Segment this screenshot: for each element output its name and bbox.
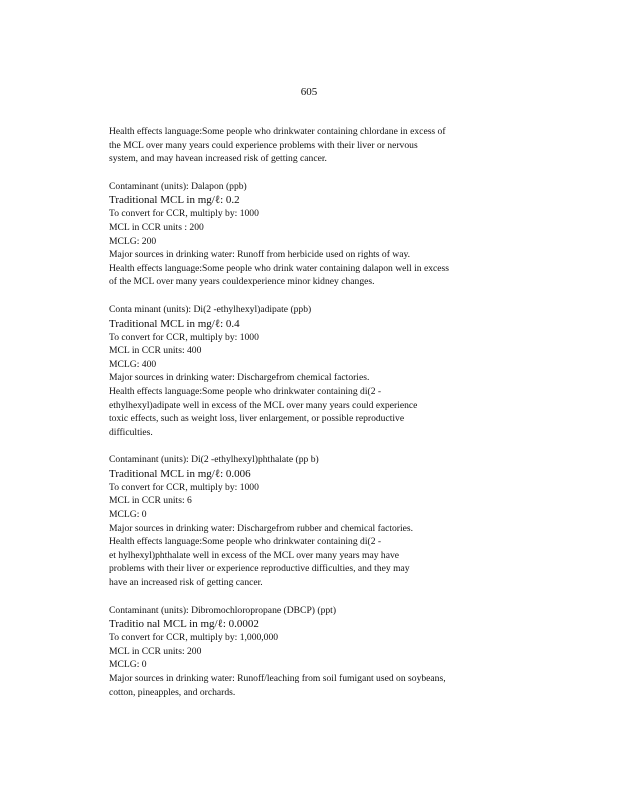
mcl-ccr-units: MCL in CCR units: 400 bbox=[109, 345, 202, 357]
convert-factor: To convert for CCR, multiply by: 1000 bbox=[109, 481, 259, 493]
major-sources bbox=[109, 248, 531, 262]
health-line-4: difficulties. bbox=[109, 426, 153, 438]
health-line-4: have an increased risk of getting cancer. bbox=[109, 577, 263, 589]
mclg: MCLG: 0 bbox=[109, 659, 147, 671]
page-body bbox=[109, 125, 531, 699]
health-line-3: toxic effects, such as weight loss, liver enlargement, or possible reproductive bbox=[109, 413, 405, 425]
traditional-mcl: Traditional MCL in mg/ℓ: 0.4 bbox=[109, 317, 240, 330]
convert-factor: To convert for CCR, multiply by: 1000 bbox=[109, 331, 259, 343]
health-line-2: of the MCL over many years couldexperience minor kidney changes. bbox=[109, 276, 375, 288]
major-sources bbox=[109, 371, 531, 385]
major-sources bbox=[109, 522, 531, 536]
sources-line-1: Major sources in drinking water: Runoff from herbicide used on rights of way. bbox=[109, 249, 411, 261]
contaminant-dbcp bbox=[109, 604, 531, 700]
contaminant-header: Contaminant (units): Dalapon (ppb) bbox=[109, 180, 247, 192]
health-line-2: et hylhexyl)phthalate well in excess of the MCL over many years may have bbox=[109, 549, 400, 561]
intro-health-line-1: Health effects language:Some people who drinkwater containing chlordane in excess of bbox=[109, 126, 446, 137]
intro-health-line-2: the MCL over many years could experience problems with their liver or nervous bbox=[109, 139, 418, 151]
page-number: 605 bbox=[300, 86, 318, 98]
sources-line-1: Major sources in drinking water: Dischargefrom rubber and chemical factories. bbox=[109, 522, 414, 534]
convert-factor: To convert for CCR, multiply by: 1,000,000 bbox=[109, 632, 279, 644]
health-line-3: problems with their liver or experience reproductive difficulties, and they may bbox=[109, 563, 410, 575]
contaminant-header: Contaminant (units): Di(2 -ethylhexyl)phthalate (pp b) bbox=[109, 454, 319, 466]
convert-factor: To convert for CCR, multiply by: 1000 bbox=[109, 208, 259, 220]
major-sources bbox=[109, 672, 531, 699]
traditional-mcl: Traditional MCL in mg/ℓ: 0.2 bbox=[109, 194, 240, 207]
mcl-ccr-units: MCL in CCR units: 200 bbox=[109, 645, 202, 657]
health-effects bbox=[109, 385, 531, 439]
mclg: MCLG: 0 bbox=[109, 509, 147, 521]
contaminant-header: Conta minant (units): Di(2 -ethylhexyl)adipate (ppb) bbox=[109, 303, 312, 315]
traditional-mcl: Traditional MCL in mg/ℓ: 0.006 bbox=[109, 467, 251, 480]
contaminant-di-ethylhexyl-phthalate bbox=[109, 453, 531, 589]
health-line-1: Health effects language:Some people who drinkwater containing di(2 - bbox=[109, 385, 382, 397]
sources-line-1: Major sources in drinking water: Runoff/leaching from soil fumigant used on soybeans, bbox=[109, 673, 446, 684]
mclg: MCLG: 400 bbox=[109, 358, 157, 370]
health-effects bbox=[109, 262, 531, 289]
health-line-1: Health effects language:Some people who drink water containing dalapon well in excess bbox=[109, 262, 450, 274]
contaminant-dalapon bbox=[109, 180, 531, 289]
mcl-ccr-units: MCL in CCR units: 6 bbox=[109, 495, 192, 507]
health-effects bbox=[109, 535, 531, 589]
contaminant-header: Contaminant (units): Dibromochloropropane (DBCP) (ppt) bbox=[109, 604, 337, 616]
health-line-2: ethylhexyl)adipate well in excess of the MCL over many years could experience bbox=[109, 399, 418, 411]
contaminant-di-ethylhexyl-adipate bbox=[109, 303, 531, 439]
intro-health-line-3: system, and may havean increased risk of getting cancer. bbox=[109, 153, 327, 165]
traditional-mcl: Traditio nal MCL in mg/ℓ: 0.0002 bbox=[109, 618, 259, 631]
mclg: MCLG: 200 bbox=[109, 235, 157, 247]
mcl-ccr-units: MCL in CCR units : 200 bbox=[109, 221, 204, 233]
sources-line-2: cotton, pineapples, and orchards. bbox=[109, 686, 236, 698]
health-line-1: Health effects language:Some people who drinkwater containing di(2 - bbox=[109, 536, 382, 548]
sources-line-1: Major sources in drinking water: Dischargefrom chemical factories. bbox=[109, 372, 370, 384]
intro-health-effects bbox=[109, 125, 531, 166]
